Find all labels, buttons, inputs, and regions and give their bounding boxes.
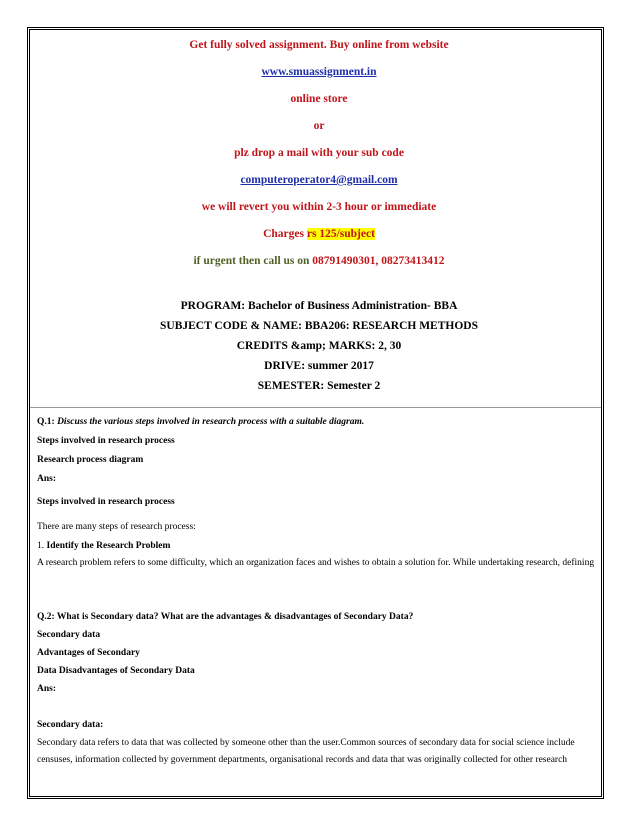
- q2-line-3: Data Disadvantages of Secondary Data: [37, 666, 195, 676]
- q2-heading: Secondary data:: [37, 720, 104, 730]
- q1-line-1: Steps involved in research process: [37, 436, 175, 446]
- q1-step-1: [37, 541, 170, 551]
- q2-question: Q.2: What is Secondary data? What are the advantages & disadvantages of Secondary Data?: [37, 612, 414, 622]
- q2-paragraph: Secondary data refers to data that was collected by someone other than the user.Common sources of secondary data for social science include censuses, information collected by government departments, organisational records and data that was originally collected for other research: [37, 738, 575, 765]
- q1-intro: There are many steps of research process:: [37, 522, 196, 532]
- phone-1: 08791490301,: [312, 255, 379, 267]
- subject-line: SUBJECT CODE & NAME: BBA206: RESEARCH METHODS: [160, 320, 478, 332]
- q2-line-1: Secondary data: [37, 630, 101, 640]
- charges-value: rs 125/subject: [306, 228, 375, 240]
- urgent-prefix: if urgent then call us on: [193, 255, 310, 267]
- email-row: [0, 174, 638, 186]
- charges-line: [0, 228, 638, 240]
- program-line: PROGRAM: Bachelor of Business Administration- BBA: [180, 300, 458, 312]
- or-line: or: [313, 120, 325, 132]
- urgent-line: [0, 255, 638, 267]
- drive-line: DRIVE: summer 2017: [264, 360, 374, 372]
- q1-line-2: Research process diagram: [37, 455, 144, 465]
- semester-line: SEMESTER: Semester 2: [257, 380, 381, 392]
- q2-ans: Ans:: [37, 684, 57, 694]
- q1-paragraph: A research problem refers to some difficulty, which an organization faces and wishes to obtain a solution for. While undertaking research, defining: [37, 558, 595, 568]
- q1-text: Discuss the various steps involved in research process with a suitable diagram.: [57, 417, 365, 427]
- q1-step-title: Identify the Research Problem: [46, 541, 171, 551]
- page-border: [27, 27, 604, 799]
- website-row: [0, 66, 638, 78]
- online-store-line: online store: [290, 93, 348, 105]
- phone-2: 08273413412: [381, 255, 445, 267]
- q1-ans: Ans:: [37, 474, 57, 484]
- section-divider: [30, 407, 601, 408]
- q1-heading: Steps involved in research process: [37, 497, 175, 507]
- credits-line: CREDITS &amp; MARKS: 2, 30: [236, 340, 402, 352]
- promo-line: Get fully solved assignment. Buy online from website: [189, 39, 449, 51]
- charges-label: Charges: [263, 228, 304, 240]
- mail-instruction-line: plz drop a mail with your sub code: [234, 147, 404, 159]
- q2-line-2: Advantages of Secondary: [37, 648, 140, 658]
- website-link[interactable]: www.smuassignment.in: [261, 66, 377, 78]
- q1-label: Q.1:: [37, 417, 55, 427]
- q1-step-number: 1.: [37, 541, 45, 551]
- q1-question: [37, 417, 364, 427]
- email-link[interactable]: computeroperator4@gmail.com: [240, 174, 398, 186]
- revert-line: we will revert you within 2-3 hour or immediate: [201, 201, 437, 213]
